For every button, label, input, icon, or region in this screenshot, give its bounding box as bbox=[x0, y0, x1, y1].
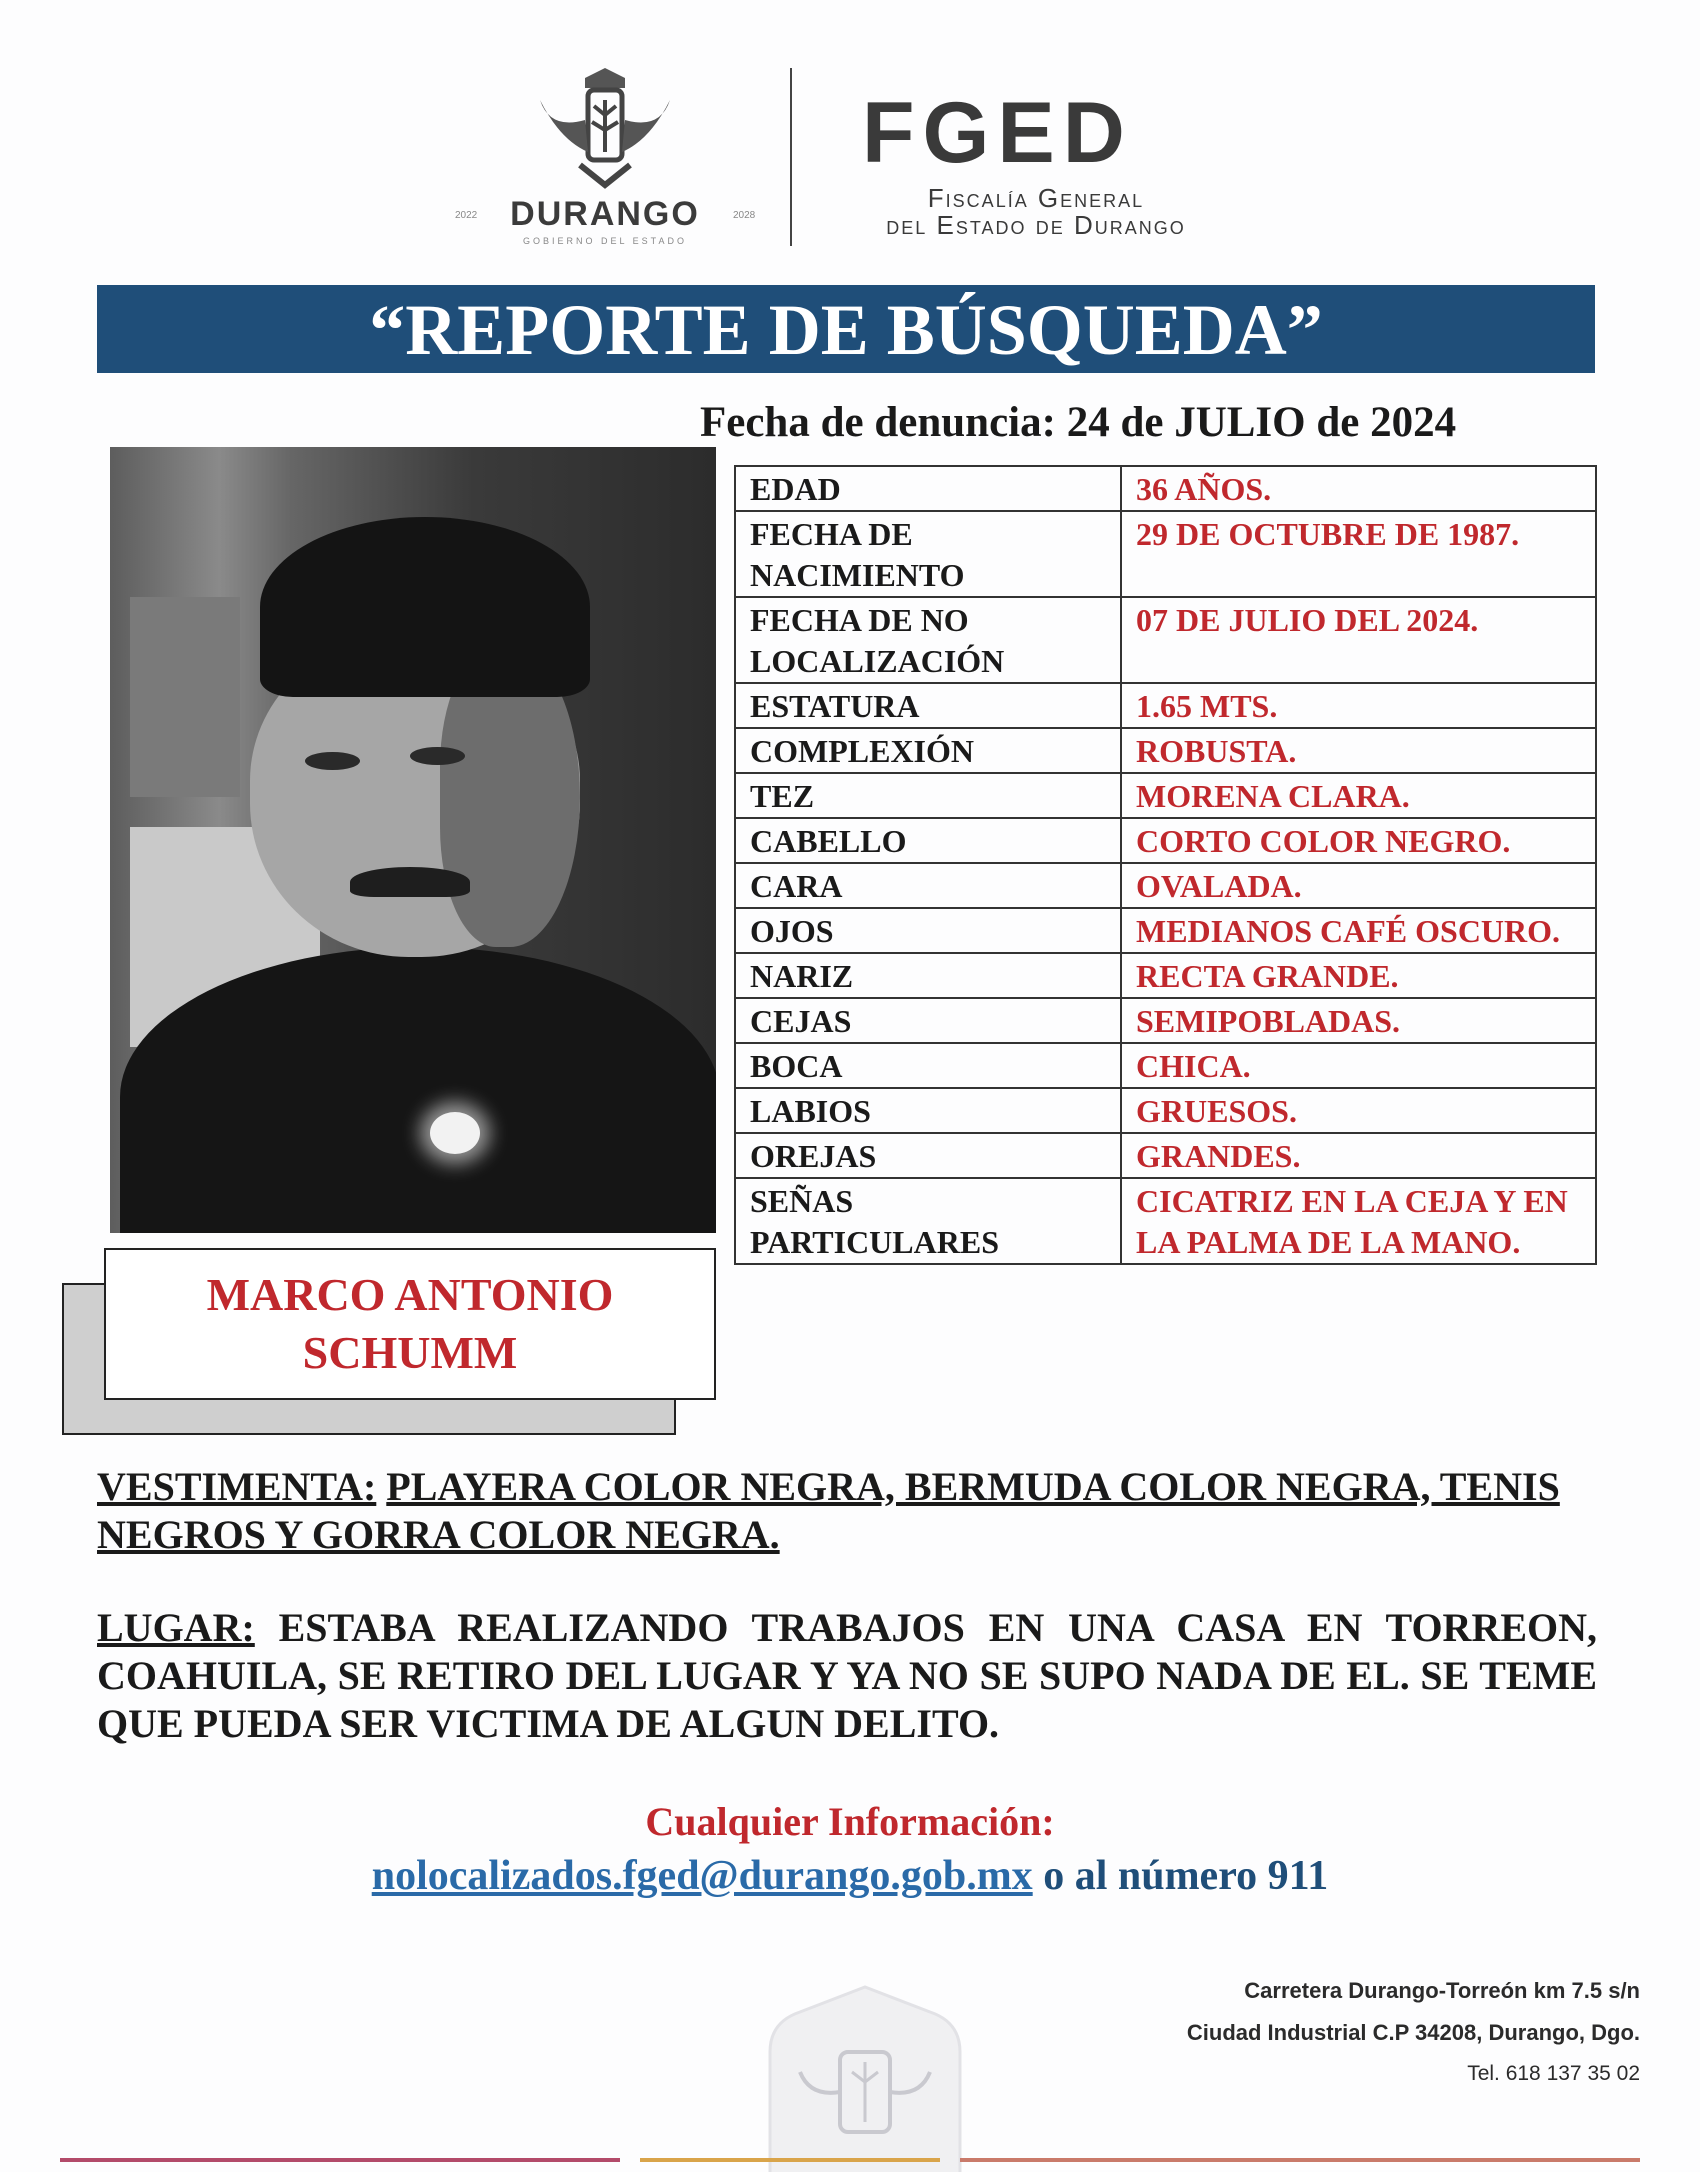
gov-year-end: 2028 bbox=[733, 210, 756, 221]
details-row bbox=[735, 1043, 1596, 1088]
details-label: SEÑAS PARTICULARES bbox=[735, 1178, 1121, 1264]
contact-line bbox=[0, 1852, 1700, 1900]
person-details-table bbox=[734, 465, 1597, 1265]
person-name-box bbox=[104, 1248, 716, 1400]
details-row bbox=[735, 597, 1596, 683]
footer-stripe bbox=[640, 2158, 940, 2162]
contact-phone: 911 bbox=[1267, 1853, 1329, 1899]
details-value: 36 AÑOS. bbox=[1121, 466, 1596, 511]
details-row bbox=[735, 466, 1596, 511]
agency-acronym: FGED bbox=[862, 85, 1133, 181]
agency-name-line2: del Estado de Durango bbox=[886, 210, 1186, 240]
details-value: CICATRIZ EN LA CEJA Y EN LA PALMA DE LA MANO. bbox=[1121, 1178, 1596, 1264]
details-value: 29 DE OCTUBRE DE 1987. bbox=[1121, 511, 1596, 597]
details-label: CARA bbox=[735, 863, 1121, 908]
durango-government-logo bbox=[455, 60, 755, 250]
details-row bbox=[735, 1178, 1596, 1264]
details-value: 1.65 MTS. bbox=[1121, 683, 1596, 728]
details-value: RECTA GRANDE. bbox=[1121, 953, 1596, 998]
details-label: OREJAS bbox=[735, 1133, 1121, 1178]
clothing-description bbox=[97, 1463, 1597, 1559]
details-label: TEZ bbox=[735, 773, 1121, 818]
details-value: GRANDES. bbox=[1121, 1133, 1596, 1178]
details-row bbox=[735, 728, 1596, 773]
details-row bbox=[735, 773, 1596, 818]
place-label: LUGAR: bbox=[97, 1605, 255, 1650]
contact-email-link[interactable]: nolocalizados.fged@durango.gob.mx bbox=[371, 1853, 1033, 1899]
details-label: ESTATURA bbox=[735, 683, 1121, 728]
details-label: COMPLEXIÓN bbox=[735, 728, 1121, 773]
agency-name-line1: Fiscalía General bbox=[927, 183, 1145, 213]
gov-subtitle: GOBIERNO DEL ESTADO bbox=[522, 236, 688, 246]
footer-phone: Tel. 618 137 35 02 bbox=[1467, 2062, 1640, 2085]
details-label: LABIOS bbox=[735, 1088, 1121, 1133]
details-label: NARIZ bbox=[735, 953, 1121, 998]
missing-person-photo bbox=[110, 447, 716, 1233]
state-coat-of-arms-icon bbox=[530, 60, 680, 200]
details-row bbox=[735, 953, 1596, 998]
details-row bbox=[735, 998, 1596, 1043]
details-label: EDAD bbox=[735, 466, 1121, 511]
details-label: BOCA bbox=[735, 1043, 1121, 1088]
details-value: CHICA. bbox=[1121, 1043, 1596, 1088]
footer-stripe bbox=[960, 2158, 1640, 2162]
contact-title: Cualquier Información: bbox=[645, 1799, 1055, 1844]
contact-connector: o al número bbox=[1043, 1853, 1258, 1899]
person-name-line1: MARCO ANTONIO bbox=[206, 1269, 614, 1320]
report-title-banner: “REPORTE DE BÚSQUEDA” bbox=[97, 285, 1595, 373]
details-label: CABELLO bbox=[735, 818, 1121, 863]
details-value: GRUESOS. bbox=[1121, 1088, 1596, 1133]
footer-stripe bbox=[60, 2158, 620, 2162]
details-row bbox=[735, 818, 1596, 863]
place-text: ESTABA REALIZANDO TRABAJOS EN UNA CASA EN TORREON, COAHUILA, SE RETIRO DEL LUGAR Y YA NO SE SUPO NADA DE EL. SE TEME QUE PUEDA SER VICTIMA DE ALGUN DELITO. bbox=[97, 1605, 1598, 1746]
details-row bbox=[735, 683, 1596, 728]
person-name-line2: SCHUMM bbox=[302, 1327, 518, 1378]
gov-year-start: 2022 bbox=[455, 210, 478, 221]
report-date: Fecha de denuncia: 24 de JULIO de 2024 bbox=[700, 399, 1457, 446]
clothing-label: VESTIMENTA: bbox=[97, 1464, 377, 1509]
details-value: CORTO COLOR NEGRO. bbox=[1121, 818, 1596, 863]
details-value: OVALADA. bbox=[1121, 863, 1596, 908]
gov-name: DURANGO bbox=[510, 195, 700, 233]
details-row bbox=[735, 511, 1596, 597]
footer-address-line2: Ciudad Industrial C.P 34208, Durango, Dgo. bbox=[1186, 2020, 1640, 2045]
header-divider bbox=[790, 68, 792, 246]
footer-address-line1: Carretera Durango-Torreón km 7.5 s/n bbox=[1244, 1978, 1640, 2003]
details-label: OJOS bbox=[735, 908, 1121, 953]
details-label: FECHA DE NO LOCALIZACIÓN bbox=[735, 597, 1121, 683]
clothing-text: PLAYERA COLOR NEGRA, BERMUDA COLOR NEGRA, TENIS NEGROS Y GORRA COLOR NEGRA. bbox=[97, 1464, 1560, 1557]
details-label: FECHA DE NACIMIENTO bbox=[735, 511, 1121, 597]
details-row bbox=[735, 863, 1596, 908]
place-description bbox=[97, 1604, 1597, 1748]
footer-seal-icon bbox=[760, 1982, 970, 2172]
details-value: ROBUSTA. bbox=[1121, 728, 1596, 773]
details-row bbox=[735, 908, 1596, 953]
details-row bbox=[735, 1133, 1596, 1178]
details-value: 07 DE JULIO DEL 2024. bbox=[1121, 597, 1596, 683]
details-value: SEMIPOBLADAS. bbox=[1121, 998, 1596, 1043]
details-label: CEJAS bbox=[735, 998, 1121, 1043]
details-value: MORENA CLARA. bbox=[1121, 773, 1596, 818]
details-value: MEDIANOS CAFÉ OSCURO. bbox=[1121, 908, 1596, 953]
details-row bbox=[735, 1088, 1596, 1133]
